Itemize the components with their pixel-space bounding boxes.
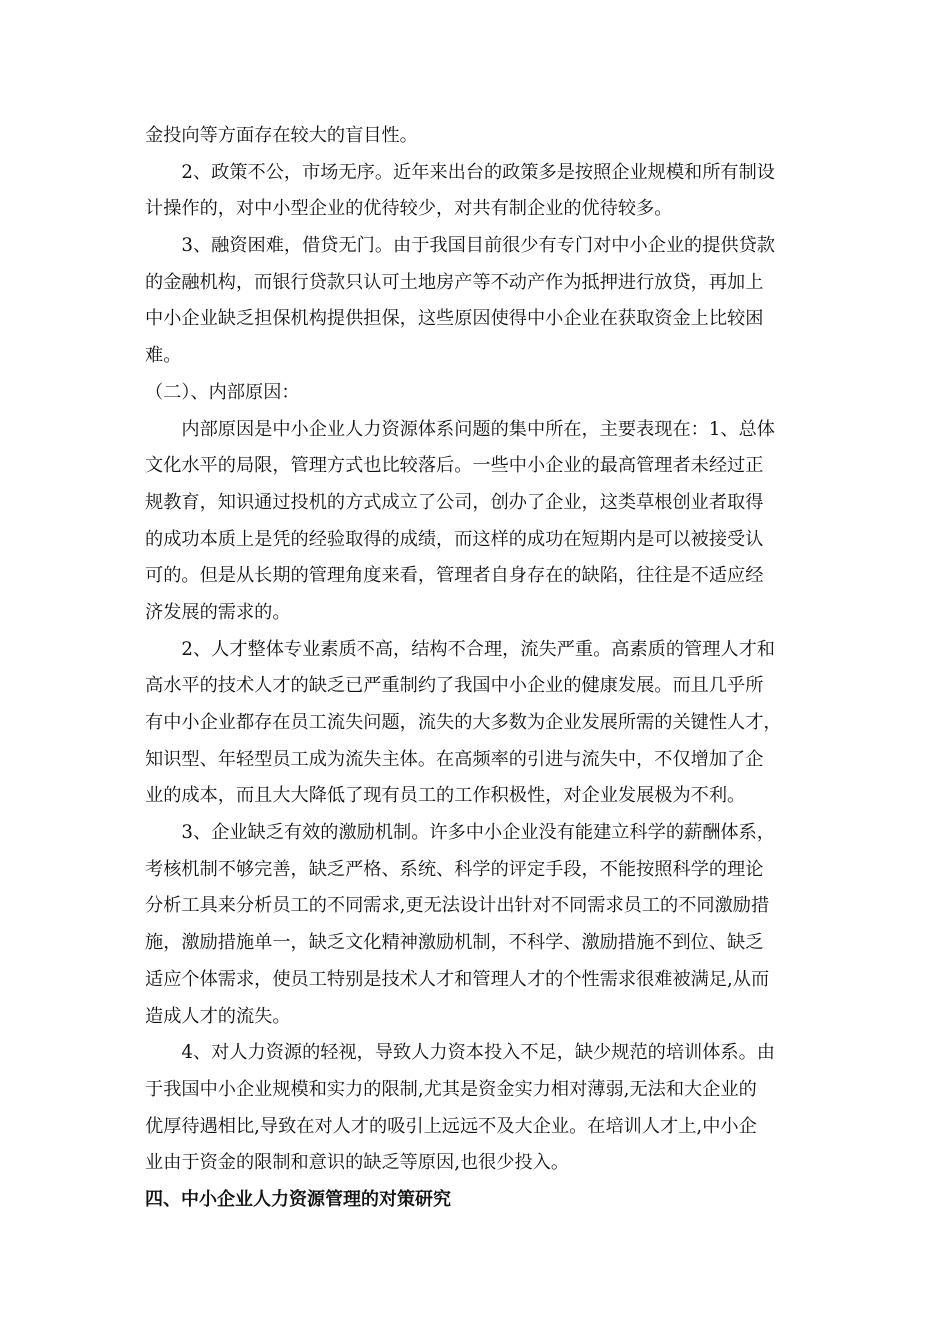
text-line: 2、人才整体专业素质不高，结构不合理，流失严重。高素质的管理人才和 (145, 638, 775, 660)
text-line: 规教育，知识通过投机的方式成立了公司，创办了企业，这类草根创业者取得 (145, 491, 764, 513)
text-line: 适应个体需求，使员工特别是技术人才和管理人才的个性需求很难被满足,从而 (145, 968, 770, 990)
text-line: 的成功本质上是凭的经验取得的成绩，而这样的成功在短期内是可以被接受认 (145, 528, 764, 550)
text-line: 中小企业缺乏担保机构提供担保，这些原因使得中小企业在获取资金上比较困 (145, 308, 764, 330)
text-line: 业由于资金的限制和意识的缺乏等原因,也很少投入。 (145, 1152, 570, 1174)
text-line: 施，激励措施单一，缺乏文化精神激励机制，不科学、激励措施不到位、缺乏 (145, 932, 764, 954)
text-line: 内部原因是中小企业人力资源体系问题的集中所在，主要表现在：1、总体 (145, 418, 775, 440)
text-line: 有中小企业都存在员工流失问题，流失的大多数为企业发展所需的关键性人才， (145, 712, 782, 733)
text-line: 造成人才的流失。 (145, 1005, 291, 1027)
text-line: 4、对人力资源的轻视，导致人力资本投入不足，缺少规范的培训体系。由 (145, 1042, 775, 1064)
text-line: 高水平的技术人才的缺乏已严重制约了我国中小企业的健康发展。而且几乎所 (145, 675, 764, 697)
text-line: 济发展的需求的。 (145, 601, 291, 623)
text-line: 2、政策不公，市场无序。近年来出台的政策多是按照企业规模和所有制设 (145, 161, 775, 183)
text-line: 的金融机构，而银行贷款只认可土地房产等不动产作为抵押进行放贷，再加上 (145, 271, 764, 293)
text-line: 考核机制不够完善，缺乏严格、系统、科学的评定手段，不能按照科学的理论 (145, 858, 764, 880)
text-line: 可的。但是从长期的管理角度来看，管理者自身存在的缺陷，往往是不适应经 (145, 565, 764, 587)
text-line: 优厚待遇相比,导致在对人才的吸引上远远不及大企业。在培训人才上,中小企 (145, 1115, 757, 1137)
text-line: 分析工具来分析员工的不同需求,更无法设计出针对不同需求员工的不同激励措 (145, 895, 770, 917)
text-line: 3、企业缺乏有效的激励机制。许多中小企业没有能建立科学的薪酬体系， (145, 822, 775, 844)
section-heading: 四、中小企业人力资源管理的对策研究 (145, 1188, 451, 1210)
subheading-line: （二）、内部原因： (145, 381, 300, 403)
text-line: 文化水平的局限，管理方式也比较落后。一些中小企业的最高管理者未经过正 (145, 455, 764, 477)
text-line: 金投向等方面存在较大的盲目性。 (145, 125, 418, 146)
text-line: 于我国中小企业规模和实力的限制,尤其是资金实力相对薄弱,无法和大企业的 (145, 1078, 757, 1100)
text-line: 业的成本，而且大大降低了现有员工的工作积极性，对企业发展极为不利。 (145, 785, 746, 807)
text-line: 计操作的，对中小型企业的优待较少，对共有制企业的优待较多。 (145, 198, 673, 220)
text-line: 知识型、年轻型员工成为流失主体。在高频率的引进与流失中，不仅增加了企 (145, 748, 764, 770)
document-page (145, 118, 810, 1219)
text-line: 难。 (145, 345, 182, 367)
text-line: 3、融资困难，借贷无门。由于我国目前很少有专门对中小企业的提供贷款 (145, 235, 775, 257)
